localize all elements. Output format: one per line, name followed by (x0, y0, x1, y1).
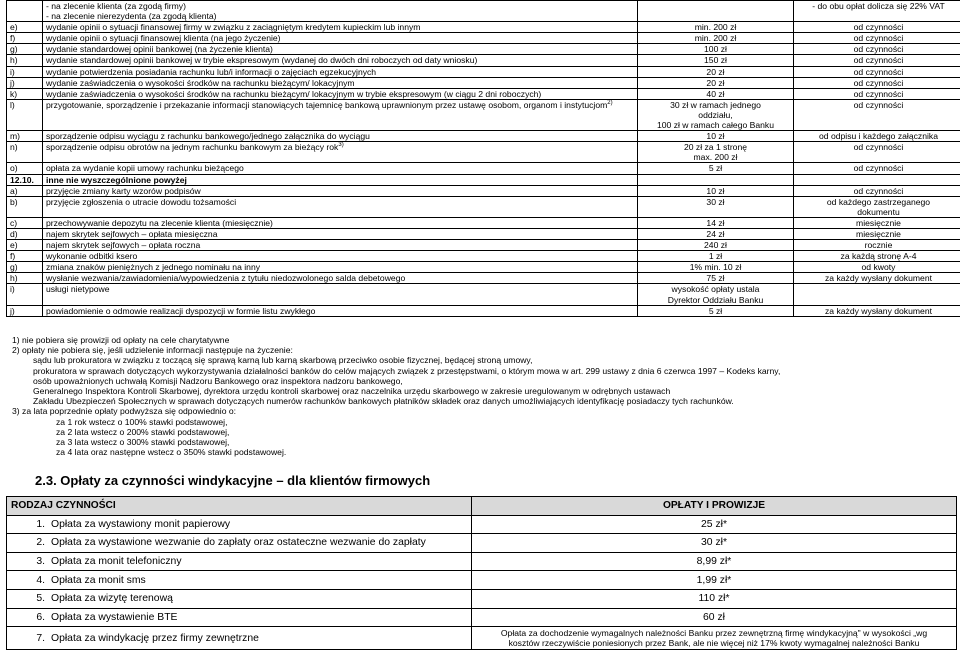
row-desc: przechowywanie depozytu na zlecenie klienta (miesięcznie) (43, 217, 638, 228)
fee-value: 14 zł (638, 217, 794, 228)
fee-value: 110 zł* (472, 589, 957, 608)
row-id: a) (7, 185, 43, 196)
row-number: 2. (36, 537, 45, 549)
fee-table (6, 0, 960, 317)
footnote: 1) nie pobiera się prowizji od opłaty na cele charytatywne (12, 335, 230, 345)
table-row (7, 608, 957, 627)
row-desc: przyjęcie zgłoszenia o utracie dowodu tożsamości (43, 196, 638, 217)
row-number: 5. (36, 593, 45, 605)
row-desc: wydanie zaświadczenia o wysokości środków na rachunku bieżącym/ lokacyjnym (43, 77, 638, 88)
table-row: n) sporządzenie odpisu obrotów na jednym rachunku bankowym za bieżący rok$^{3)}$ 20 zł za 1 stronę max. 200 zł od czynności (7, 142, 960, 163)
fee-basis: od kwoty (794, 262, 960, 273)
row-desc: powiadomienie o odmowie realizacji dyspozycji w formie listu zwykłego (43, 305, 638, 316)
row-desc: najem skrytek sejfowych – opłata roczna (43, 240, 638, 251)
table-row: b) przyjęcie zgłoszenia o utracie dowodu tożsamości 30 zł od każdego zastrzeganego dokumentu (7, 196, 960, 217)
table-row (7, 33, 960, 44)
fee-value: 5 zł (638, 305, 794, 316)
table-row (7, 217, 960, 228)
row-id: g) (7, 262, 43, 273)
fee-value: 5 zł (638, 163, 794, 174)
row-desc: wydanie opinii o sytuacji finansowej firmy w związku z zaciągniętym kredytem kupieckim lub innym (43, 22, 638, 33)
table-row (7, 228, 960, 239)
table-row (7, 552, 957, 571)
table-row (7, 534, 957, 553)
fee-basis: miesięcznie (794, 228, 960, 239)
footnote-item: Generalnego Inspektora Kontroli Skarbowej, dyrektora urzędu kontroli skarbowej oraz naczelnika urzędu skarbowego w zakresie uregulowanym w odrębnych ustawach (33, 386, 671, 397)
fee-value: 1,99 zł* (472, 571, 957, 590)
row-desc: przyjęcie zmiany karty wzorów podpisów (43, 185, 638, 196)
table-row (7, 240, 960, 251)
row-desc: wydanie zaświadczenia o wysokości środków na rachunku bieżącym/ lokacyjnym w trybie ekspresowym (w ciągu 2 dni roboczych) (43, 88, 638, 99)
table-row (7, 1, 960, 22)
row-label: Opłata za monit telefoniczny (51, 556, 182, 568)
fee-value: 1% min. 10 zł (638, 262, 794, 273)
fee-basis: od czynności (794, 22, 960, 33)
fee-value: 10 zł (638, 185, 794, 196)
fee-value: max. 200 zł (693, 152, 738, 163)
footnote: 3) za lata poprzednie opłaty podwyższa się odpowiednio o: (12, 406, 237, 417)
row-label: Opłata za monit sms (51, 574, 146, 586)
row-label: Opłata za wystawienie BTE (51, 611, 178, 623)
table-row (7, 262, 960, 273)
row-id: j) (7, 77, 43, 88)
table-row (7, 77, 960, 88)
table-row: i) usługi nietypowe wysokość opłaty ustala Dyrektor Oddziału Banku (7, 284, 960, 305)
table-row (7, 273, 960, 284)
fee-value: 100 zł w ramach całego Banku (656, 120, 775, 131)
category-row: 12.10. inne nie wyszczególnione powyżej (7, 174, 960, 185)
footnote-item: prokuratora w sprawach dotyczących wykorzystywania działalności banków do celów mających związek z przestępstwami, o którym mowa w art. 299 ustawy z dnia 6 czerwca 1997 – Kodeks karny, (33, 365, 781, 376)
fee-value: oddziału, (698, 109, 733, 120)
fee-value: 20 zł za 1 stronę (683, 142, 748, 153)
row-number: 6. (36, 611, 45, 623)
fee-basis: miesięcznie (794, 217, 960, 228)
fee-value: Opłata za dochodzenie wymagalnych należności Banku przez zewnętrzną firmę windykacyjną" w wysokości „wg (500, 628, 928, 639)
table-row (7, 515, 957, 534)
footnote-ref: 3) (338, 142, 344, 149)
table-row: o) opłata za wydanie kopii umowy rachunku bieżącego 5 zł od czynności (7, 163, 960, 174)
fee-basis: od czynności (794, 66, 960, 77)
row-number: 7. (36, 632, 45, 644)
row-desc: sporządzenie odpisu obrotów na jednym rachunku bankowym za bieżący rok (46, 142, 339, 153)
footnote-ref: 2) (607, 99, 613, 106)
fee-value: 20 zł (638, 66, 794, 77)
fee-value: 25 zł* (472, 515, 957, 534)
row-desc: opłata za wydanie kopii umowy rachunku bieżącego (43, 163, 638, 174)
row-id: i) (7, 66, 43, 77)
row-id: h) (7, 55, 43, 66)
fee-line: - na zlecenie nierezydenta (za zgodą klienta) (46, 11, 217, 22)
table-row: l) przygotowanie, sporządzenie i przekazanie informacji stanowiących tajemnicę bankową uprawnionym przez ustawę osobom, organom i instytucjom$^{2)}$ 30 zł w ramach jednego oddziału, 100 zł w ramach całego Banku od czynności (7, 99, 960, 130)
section-title: 2.3. Opłaty za czynności windykacyjne – dla klientów firmowych (35, 473, 431, 488)
fee-basis: od czynności (794, 33, 960, 44)
fee-value: 150 zł (638, 55, 794, 66)
fee-value: 10 zł (638, 131, 794, 142)
row-desc: najem skrytek sejfowych – opłata miesięczna (43, 228, 638, 239)
row-desc: wykonanie odbitki ksero (43, 251, 638, 262)
row-desc: wydanie standardowej opinii bankowej w trybie ekspresowym (wydanej do dwóch dni roboczych od daty wniosku) (43, 55, 638, 66)
table-row (7, 22, 960, 33)
collection-fee-table (6, 496, 957, 650)
row-label: Opłata za wystawione wezwanie do zapłaty oraz ostateczne wezwanie do zapłaty (51, 537, 426, 549)
fee-basis: od czynności (794, 55, 960, 66)
fee-basis: od czynności (794, 44, 960, 55)
fee-basis: od czynności (794, 185, 960, 196)
row-id: h) (7, 273, 43, 284)
table-row (7, 571, 957, 590)
row-id: f) (7, 251, 43, 262)
table-row (7, 251, 960, 262)
row-id: k) (7, 88, 43, 99)
row-label: Opłata za wystawiony monit papierowy (51, 518, 231, 530)
fee-basis: dokumentu (857, 206, 900, 217)
column-header: OPŁATY I PROWIZJE (472, 497, 957, 516)
row-desc: usługi nietypowe (43, 284, 638, 305)
footnote-item: sądu lub prokuratora w związku z toczącą się sprawą karną lub karną skarbową przeciwko osobie fizycznej, będącej stroną umowy, (33, 355, 533, 366)
row-label: Opłata za wizytę terenową (51, 593, 173, 605)
fee-basis: od czynności (794, 77, 960, 88)
fee-value: 75 zł (638, 273, 794, 284)
fee-value: 100 zł (638, 44, 794, 55)
fee-basis: od czynności (794, 88, 960, 99)
row-id: f) (7, 33, 43, 44)
row-id: e) (7, 22, 43, 33)
fee-value: 40 zł (638, 88, 794, 99)
fee-basis: za każdą stronę A-4 (794, 251, 960, 262)
row-label: Opłata za windykację przez firmy zewnętrzne (51, 632, 259, 644)
fee-value: 30 zł w ramach jednego (670, 99, 761, 110)
fee-basis: rocznie (794, 240, 960, 251)
fee-value: 24 zł (638, 228, 794, 239)
fee-value: 60 zł (472, 608, 957, 627)
category-title: inne nie wyszczególnione powyżej (43, 174, 638, 185)
table-row: m) sporządzenie odpisu wyciągu z rachunku bankowego/jednego załącznika do wyciągu 10 zł od odpisu i każdego załącznika (7, 131, 960, 142)
fee-basis: od czynności (794, 163, 960, 174)
footnote-item: za 2 lata wstecz o 200% stawki podstawowej, (56, 426, 230, 437)
fee-value: min. 200 zł (638, 33, 794, 44)
row-desc: wysłanie wezwania/zawiadomienia/wypowiedzenia z tytułu niedozwolonego salda debetowego (43, 273, 638, 284)
footnotes (12, 335, 952, 457)
row-id: c) (7, 217, 43, 228)
fee-value: kosztów rzeczywiście poniesionych przez Bank, ale nie więcej niż 17% kwoty wymagalnej należności Banku (508, 638, 920, 649)
row-desc: zmiana znaków pieniężnych z jednego nominału na inny (43, 262, 638, 273)
row-number: 1. (36, 518, 45, 530)
row-number: 3. (36, 556, 45, 568)
footnote: 2) opłaty nie pobiera się, jeśli udzielenie informacji następuje na życzenie: (12, 345, 293, 356)
fee-value: 1 zł (638, 251, 794, 262)
footnote-item: Zakładu Ubezpieczeń Społecznych w sprawach dotyczących numerów rachunków bankowych płatników składek oraz danych umożliwiających identyfikację posiadaczy tych rachunków. (33, 396, 734, 407)
fee-value: Dyrektor Oddziału Banku (667, 294, 764, 305)
table-row (7, 88, 960, 99)
row-desc: wydanie potwierdzenia posiadania rachunku lub/i informacji o zajęciach egzekucyjnych (43, 66, 638, 77)
fee-value: min. 200 zł (638, 22, 794, 33)
table-row (7, 44, 960, 55)
fee-basis: za każdy wysłany dokument (794, 305, 960, 316)
fee-basis: od każdego zastrzeganego (826, 196, 931, 207)
table-row: j) powiadomienie o odmowie realizacji dyspozycji w formie listu zwykłego 5 zł za każdy wysłany dokument (7, 305, 960, 316)
footnote-item: za 4 lata oraz następne wstecz o 350% stawki podstawowej. (56, 447, 287, 458)
column-header: RODZAJ CZYNNOŚCI (7, 497, 472, 516)
fee-value: 20 zł (638, 77, 794, 88)
fee-value: wysokość opłaty ustala (671, 284, 760, 295)
footnote-item: osób upoważnionych uchwałą Komisji Nadzoru Bankowego oraz inspektora nadzoru bankowego, (33, 375, 403, 386)
footnote-item: za 1 rok wstecz o 100% stawki podstawowej, (56, 416, 228, 427)
fee-basis: od czynności (794, 142, 960, 163)
fee-value: 30 zł (638, 196, 794, 217)
row-id: e) (7, 240, 43, 251)
table-row (7, 66, 960, 77)
fee-basis: od odpisu i każdego załącznika (794, 131, 960, 142)
row-id: g) (7, 44, 43, 55)
row-desc: przygotowanie, sporządzenie i przekazanie informacji stanowiących tajemnicę bankową uprawnionym przez ustawę osobom, organom i instytucjom (46, 99, 608, 110)
fee-basis: za każdy wysłany dokument (794, 273, 960, 284)
fee-line: - na zlecenie klienta (za zgodą firmy) (46, 1, 186, 11)
row-desc: wydanie standardowej opinii bankowej (na życzenie klienta) (43, 44, 638, 55)
fee-basis (794, 284, 960, 305)
row-id: d) (7, 228, 43, 239)
table-header (7, 497, 957, 516)
row-desc: sporządzenie odpisu wyciągu z rachunku bankowego/jednego załącznika do wyciągu (43, 131, 638, 142)
fee-basis: od czynności (794, 99, 960, 130)
footnote-item: za 3 lata wstecz o 300% stawki podstawowej, (56, 437, 230, 448)
table-row (7, 185, 960, 196)
row-number: 4. (36, 574, 45, 586)
row-desc: wydanie opinii o sytuacji finansowej klienta (na jego życzenie) (43, 33, 638, 44)
table-row (7, 627, 957, 650)
fee-value: 240 zł (638, 240, 794, 251)
table-row (7, 55, 960, 66)
fee-value: 30 zł* (472, 534, 957, 553)
vat-note: - do obu opłat dolicza się 22% VAT (794, 1, 960, 22)
fee-value: 8,99 zł* (472, 552, 957, 571)
table-row (7, 589, 957, 608)
